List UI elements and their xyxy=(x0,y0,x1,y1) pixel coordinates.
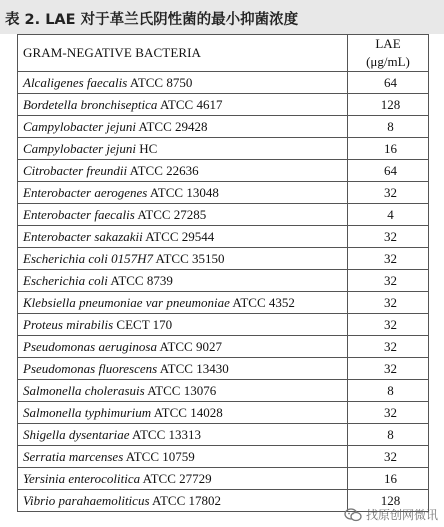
strain-id: ATCC 10759 xyxy=(123,448,195,464)
lae-value-cell: 32 xyxy=(348,270,429,292)
table-row xyxy=(18,226,429,248)
bacteria-cell xyxy=(18,424,348,446)
species-name: Pseudomonas fluorescens xyxy=(23,360,158,376)
table-row xyxy=(18,248,429,270)
strain-id: ATCC 14028 xyxy=(151,404,223,420)
table-row xyxy=(18,336,429,358)
bacteria-cell xyxy=(18,226,348,248)
lae-value-cell: 32 xyxy=(348,292,429,314)
column-header-lae xyxy=(348,35,429,72)
bacteria-cell xyxy=(18,160,348,182)
lae-mic-table xyxy=(17,34,429,512)
species-name: Klebsiella pneumoniae var pneumoniae xyxy=(23,294,230,310)
strain-id: ATCC 8739 xyxy=(107,272,173,288)
strain-id: ATCC 27729 xyxy=(140,470,212,486)
strain-id: ATCC 27285 xyxy=(134,206,207,222)
strain-id: HC xyxy=(136,140,158,156)
strain-id: ATCC 13076 xyxy=(144,382,217,398)
lae-value-cell: 8 xyxy=(348,424,429,446)
table-row xyxy=(18,182,429,204)
species-name: Campylobacter jejuni xyxy=(23,140,137,156)
lae-value-cell: 8 xyxy=(348,116,429,138)
strain-id: ATCC 17802 xyxy=(149,492,222,508)
strain-id: ATCC 13048 xyxy=(147,184,219,200)
species-name: Enterobacter faecalis xyxy=(23,206,135,222)
strain-id: ATCC 35150 xyxy=(152,250,225,266)
lae-value-cell: 16 xyxy=(348,468,429,490)
table-row xyxy=(18,402,429,424)
species-name: Pseudomonas aeruginosa xyxy=(23,338,157,354)
species-name: Serratia marcenses xyxy=(23,448,124,464)
lae-value-cell: 64 xyxy=(348,160,429,182)
strain-id: ATCC 13313 xyxy=(129,426,202,442)
species-name: Vibrio parahaemoliticus xyxy=(23,492,150,508)
lae-value-cell: 32 xyxy=(348,226,429,248)
lae-value-cell: 64 xyxy=(348,72,429,94)
strain-id: ATCC 22636 xyxy=(127,162,199,178)
strain-id: ATCC 29428 xyxy=(136,118,208,134)
species-name: Shigella dysentariae xyxy=(23,426,130,442)
table-caption: 表 2. LAE 对于革兰氏阴性菌的最小抑菌浓度 xyxy=(0,0,444,34)
lae-value-cell: 32 xyxy=(348,314,429,336)
column-header-lae-label: LAE xyxy=(375,36,401,51)
bacteria-cell xyxy=(18,358,348,380)
bacteria-cell xyxy=(18,204,348,226)
table-row xyxy=(18,292,429,314)
bacteria-cell xyxy=(18,72,348,94)
species-name: Salmonella cholerasuis xyxy=(23,382,145,398)
strain-id: ATCC 9027 xyxy=(156,338,222,354)
lae-value-cell: 32 xyxy=(348,248,429,270)
table-row xyxy=(18,160,429,182)
table-row xyxy=(18,314,429,336)
bacteria-cell xyxy=(18,248,348,270)
bacteria-cell xyxy=(18,314,348,336)
species-name: Enterobacter sakazakii xyxy=(23,228,143,244)
table-row xyxy=(18,72,429,94)
species-name: Campylobacter jejuni xyxy=(23,118,137,134)
lae-value-cell: 32 xyxy=(348,182,429,204)
lae-value-cell: 128 xyxy=(348,490,429,512)
species-name: Proteus mirabilis xyxy=(23,316,114,332)
table-row xyxy=(18,424,429,446)
table-row xyxy=(18,94,429,116)
bacteria-cell xyxy=(18,468,348,490)
species-name: Yersinia enterocolitica xyxy=(23,470,141,486)
lae-value-cell: 16 xyxy=(348,138,429,160)
column-header-lae-unit: (μg/mL) xyxy=(366,54,410,69)
bacteria-cell xyxy=(18,402,348,424)
table-row xyxy=(18,204,429,226)
table-row xyxy=(18,358,429,380)
bacteria-cell xyxy=(18,94,348,116)
bacteria-cell xyxy=(18,116,348,138)
bacteria-cell xyxy=(18,292,348,314)
lae-value-cell: 32 xyxy=(348,336,429,358)
species-name: Citrobacter freundii xyxy=(23,162,128,178)
strain-id: ATCC 8750 xyxy=(127,74,193,90)
lae-value-cell: 32 xyxy=(348,402,429,424)
chat-bubble-icon xyxy=(344,508,362,522)
column-header-bacteria: GRAM-NEGATIVE BACTERIA xyxy=(18,35,348,72)
lae-value-cell: 128 xyxy=(348,94,429,116)
watermark xyxy=(344,506,438,523)
strain-id: CECT 170 xyxy=(113,316,173,332)
species-name: Escherichia coli 0157H7 xyxy=(23,250,153,266)
watermark-text: 找原创网微讯 xyxy=(365,508,438,522)
table-row xyxy=(18,446,429,468)
species-name: Enterobacter aerogenes xyxy=(23,184,148,200)
strain-id: ATCC 13430 xyxy=(157,360,229,376)
species-name: Escherichia coli xyxy=(23,272,108,288)
bacteria-cell xyxy=(18,138,348,160)
bacteria-cell xyxy=(18,490,348,512)
bacteria-cell xyxy=(18,336,348,358)
strain-id: ATCC 29544 xyxy=(142,228,215,244)
table-row xyxy=(18,116,429,138)
bacteria-cell xyxy=(18,270,348,292)
table-row xyxy=(18,468,429,490)
lae-value-cell: 32 xyxy=(348,446,429,468)
table-row xyxy=(18,138,429,160)
strain-id: ATCC 4617 xyxy=(157,96,223,112)
bacteria-cell xyxy=(18,380,348,402)
table-header-row xyxy=(18,35,429,72)
table-row xyxy=(18,380,429,402)
strain-id: ATCC 4352 xyxy=(229,294,295,310)
bacteria-cell xyxy=(18,182,348,204)
lae-value-cell: 8 xyxy=(348,380,429,402)
species-name: Alcaligenes faecalis xyxy=(23,74,128,90)
species-name: Salmonella typhimurium xyxy=(23,404,152,420)
bacteria-cell xyxy=(18,446,348,468)
table-row xyxy=(18,270,429,292)
lae-value-cell: 4 xyxy=(348,204,429,226)
species-name: Bordetella bronchiseptica xyxy=(23,96,158,112)
lae-value-cell: 32 xyxy=(348,358,429,380)
